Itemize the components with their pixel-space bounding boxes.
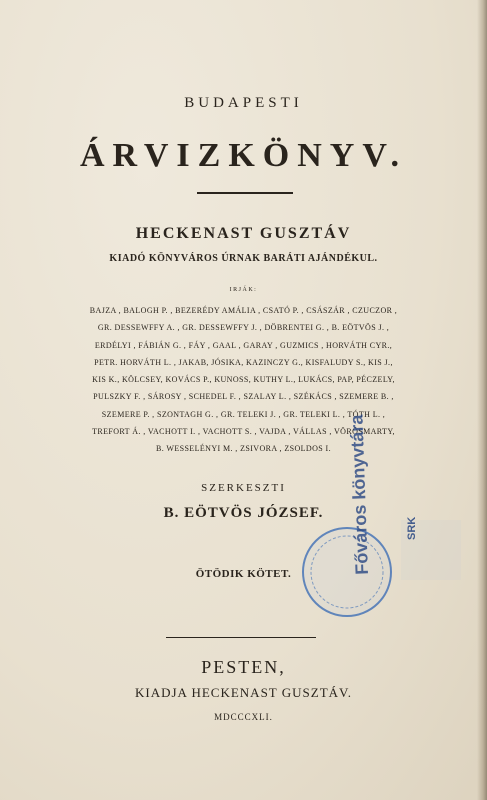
imprint-rule	[166, 637, 316, 638]
library-stamp	[300, 525, 395, 620]
author-name: HECKENAST GUSZTÁV	[135, 225, 352, 242]
volume-label: ÖTÖDIK KÖTET.	[195, 568, 292, 580]
contributors-heading: IRJÁK:	[229, 287, 258, 293]
editor-label: SZERKESZTI	[201, 482, 286, 494]
contributors-line: KIS K., KÖLCSEY, KOVÁCS P., KUNOSS, KUTHY L., LUKÁCS, PAP, PÉCZELY,	[92, 375, 395, 385]
contributors-line: PULSZKY F. , SÁROSY , SCHEDEL F. , SZALAY L. , SZÉKÁCS , SZEMERE B. ,	[93, 392, 394, 402]
stamp-text: Főváros könyvtára	[346, 414, 372, 575]
contributors-line: B. WESSELÉNYI M. , ZSIVORA , ZSOLDOS I.	[155, 444, 331, 454]
contributors-list	[0, 302, 487, 458]
imprint-publisher: KIADJA HECKENAST GUSZTÁV.	[134, 685, 352, 700]
stamp-circle-icon	[300, 525, 395, 620]
contributors-line: TREFORT Á. , VACHOTT I. , VACHOTT S. , VAJDA , VÁLLAS , VÖRÖSMARTY,	[92, 427, 395, 437]
contributors-line: BAJZA , BALOGH P. , BEZERÉDY AMÁLIA , CSATÓ P. , CSÁSZÁR , CZUCZOR ,	[89, 306, 398, 315]
title-line-1: BUDAPESTI	[184, 95, 303, 111]
contributors-line: PETR. HORVÁTH L. , JAKAB, JÓSIKA, KAZINCZY G., KISFALUDY S., KIS J.,	[94, 357, 393, 367]
dedication-line: KIADÓ KÖNYVÁROS ÚRNAK BARÁTI AJÁNDÉKUL.	[109, 253, 378, 264]
imprint-place: PESTEN,	[201, 657, 286, 677]
title-line-2: ÁRVIZKÖNYV.	[79, 137, 408, 174]
contributors-line: ERDÉLYI , FÁBIÁN G. , FÁY , GAAL , GARAY , GUZMICS , HORVÁTH CYR.,	[94, 340, 393, 350]
contributors-line: GR. DESSEWFFY A. , GR. DESSEWFFY J. , DÖBRENTEI G. , B. EÖTVÖS J. ,	[97, 323, 390, 333]
stamp-side-text: SRK	[406, 516, 418, 540]
imprint-year: MDCCCXLI.	[214, 712, 273, 722]
editor-name: B. EÖTVÖS JÓZSEF.	[163, 505, 324, 521]
title-rule	[197, 192, 293, 194]
contributors-line: SZEMERE P. , SZONTAGH G. , GR. TELEKI J. , GR. TELEKI L. , TÓTH L. ,	[101, 409, 386, 419]
